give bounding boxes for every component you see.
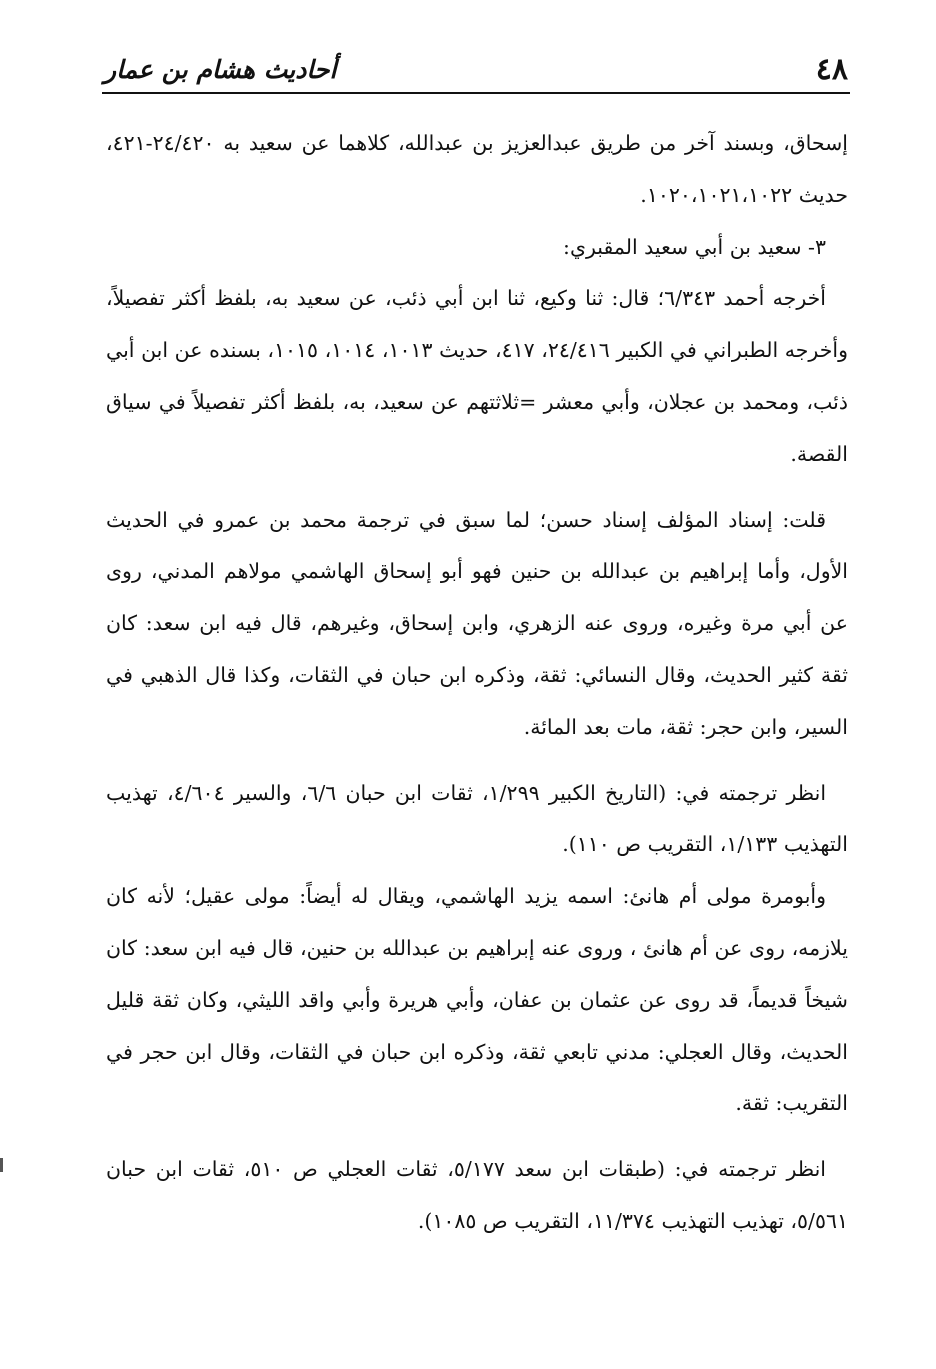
header-rule bbox=[102, 92, 850, 94]
page-body bbox=[106, 118, 848, 1248]
paragraph-heading-said-maqburi: ٣- سعيد بن أبي سعيد المقبري: bbox=[563, 234, 826, 259]
paragraph-abu-murra-references: انظر ترجمته في: (طبقات ابن سعد ٥/١٧٧، ثقات العجلي ص ٥١٠، ثقات ابن حبان ٥/٥٦١، تهذيب التهذيب ١١/٣٧٤، التقريب ص ١٠٨٥). bbox=[106, 1157, 848, 1233]
page-edge-mark bbox=[0, 1158, 3, 1172]
page-number: ٤٨ bbox=[815, 52, 848, 87]
running-title: أحاديث هشام بن عمار bbox=[104, 55, 337, 84]
page-header bbox=[102, 50, 850, 92]
paragraph-takhrij-ahmad: أخرجه أحمد ٦/٣٤٣؛ قال: ثنا وكيع، ثنا ابن أبي ذئب، عن سعيد به، بلفظ أكثر تفصيلاً، وأخرجه الطبراني في الكبير ٢٤/٤١٦، ٤١٧، حديث ١٠١٣، ١٠١٤، ١٠١٥، بسنده عن ابن أبي ذئب، ومحمد بن عجلان، وأبي معشر =ثلاثتهم عن سعيد، به، بلفظ أكثر تفصيلاً في سياق القصة. bbox=[106, 286, 848, 466]
paragraph-ibrahim-references: انظر ترجمته في: (التاريخ الكبير ١/٢٩٩، ثقات ابن حبان ٦/٦، والسير ٤/٦٠٤، تهذيب التهذيب ١/١٣٣، التقريب ص ١١٠). bbox=[106, 780, 848, 857]
paragraph-author-isnad-ruling: قلت: إسناد المؤلف إسناد حسن؛ لما سبق في ترجمة محمد بن عمرو في الحديث الأول، وأما إبراهيم بن عبدالله بن حنين فهو أبو إسحاق الهاشمي مولاهم المدني، روى عن أبي مرة وغيره، وروى عنه الزهري، وابن إسحاق، وغيرهم، قال فيه ابن سعد: كان ثقة كثير الحديث، وقال النسائي: ثقة، وذكره ابن حبان في الثقات، وكذا قال الذهبي في السير، وابن حجر: ثقة، مات بعد المائة. bbox=[106, 507, 848, 739]
paragraph-abu-murra: وأبومرة مولى أم هانئ: اسمه يزيد الهاشمي، ويقال له أيضاً: مولى عقيل؛ لأنه كان يلازمه، روى عن أم هانئ ، وروى عنه إبراهيم بن عبدالله بن حنين، قال فيه ابن سعد: كان شيخاً قديماً، قد روى عن عثمان بن عفان، وأبي هريرة وأبي واقد الليثي، وكان ثقة قليل الحديث، وقال العجلي: مدني تابعي ثقة، وذكره ابن حبان في الثقات، وقال ابن حجر في التقريب: ثقة. bbox=[106, 884, 848, 1116]
paragraph-isnad-continuation: إسحاق، وبسند آخر من طريق عبدالعزيز بن عبدالله، كلاهما عن سعيد به ٢٤/٤٢٠-٤٢١، حديث ١٠٢٠،١٠٢١،١٠٢٢. bbox=[106, 131, 848, 207]
